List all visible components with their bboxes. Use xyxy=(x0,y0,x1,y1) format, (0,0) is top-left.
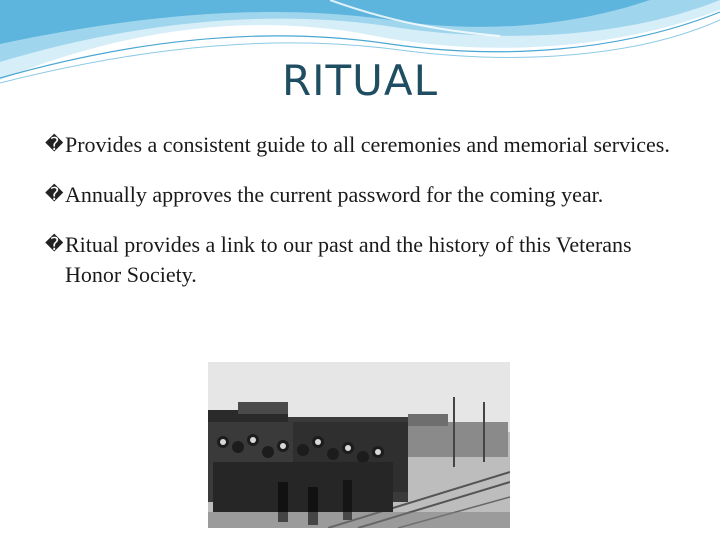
bullet-marker-icon: � xyxy=(45,184,64,205)
bullet-text: Ritual provides a link to our past and the history of this Veterans Honor Society. xyxy=(65,232,632,287)
bullet-list xyxy=(45,130,685,310)
bullet-item xyxy=(45,230,685,290)
bullet-text: Annually approves the current password for the coming year. xyxy=(65,182,604,207)
bullet-text: Provides a consistent guide to all ceremonies and memorial services. xyxy=(65,132,670,157)
bullet-item xyxy=(45,130,685,160)
bullet-marker-icon: � xyxy=(45,234,64,255)
historic-troop-train-photo xyxy=(208,362,510,528)
bullet-item xyxy=(45,180,685,210)
slide-title: RITUAL xyxy=(281,56,439,105)
bullet-marker-icon: � xyxy=(45,134,64,155)
